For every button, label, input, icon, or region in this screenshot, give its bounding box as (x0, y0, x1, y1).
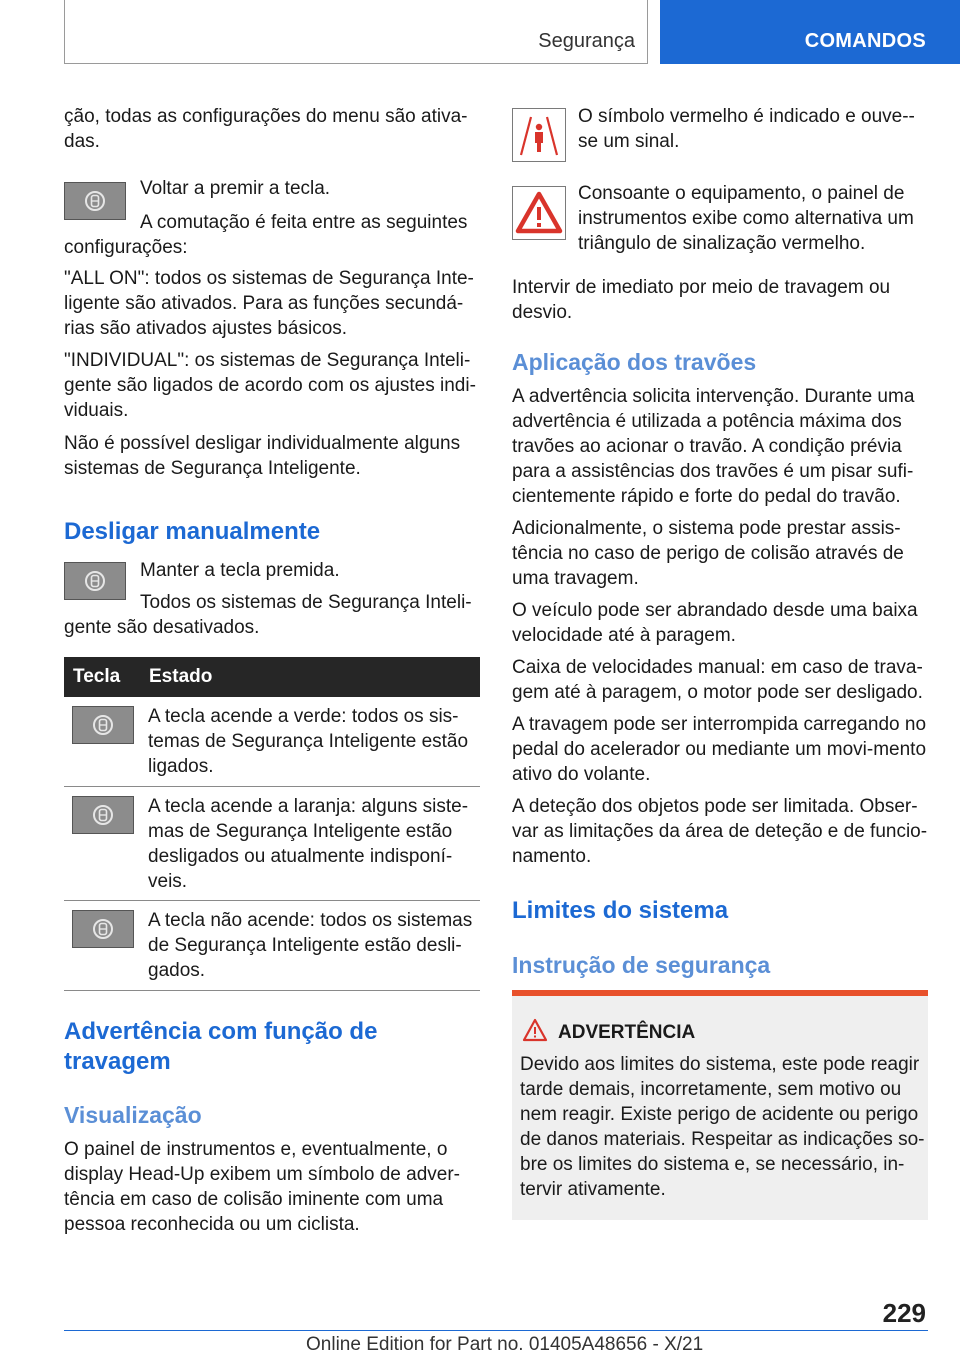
section-title: Segurança (538, 30, 635, 52)
individual-text: "INDIVIDUAL": os sistemas de Segurança Inteli-gente são ligados de acordo com os ajustes indi-viduais. (64, 350, 476, 421)
warning-triangle-small-icon (522, 1018, 548, 1042)
table-header (64, 657, 480, 697)
table-divider (64, 900, 480, 901)
warning-box (512, 990, 928, 1220)
all-on-text: "ALL ON": todos os sistemas de Segurança Inte-ligente são ativados. Para as funções secundá-rias são ativados ajustes básicos. (64, 268, 474, 339)
display-text: O painel de instrumentos e, eventualmente, o display Head-Up exibem um símbolo de adver-tência em caso de colisão iminente com uma pessoa reconhecida ou um ciclista. (64, 1139, 461, 1235)
chapter-title: COMANDOS (804, 30, 926, 52)
brakes-paragraph: A travagem pode ser interrompida carregando no pedal do acelerador ou mediante um movi-mento ativo do volante. (512, 714, 927, 785)
red-symbol-text: O símbolo vermelho é indicado e ouve--se um sinal. (578, 106, 915, 152)
key-orange-icon (72, 796, 134, 834)
all-off-text: Todos os sistemas de Segurança Inteli-gente são desativados. (64, 592, 472, 638)
brakes-paragraph: Caixa de velocidades manual: em caso de trava-gem até à paragem, o motor pode ser desligado. (512, 657, 923, 703)
brakes-heading: Aplicação dos travões (512, 349, 757, 375)
switch-text: A comutação é feita entre as seguintes configurações: (64, 212, 468, 258)
page-number: 229 (882, 1298, 926, 1328)
footer-divider (64, 1330, 928, 1331)
system-limits-heading: Limites do sistema (512, 897, 729, 924)
table-divider (64, 786, 480, 787)
safety-instruction-heading: Instrução de segurança (512, 952, 771, 978)
warning-text: Devido aos limites do sistema, este pode reagir tarde demais, incorretamente, sem motivo ou nem reagir. Existe perigo de acidente ou perigo de danos materiais. Respeitar as indicações so-bre os limites do sistema e, se necessário, in-tervir ativamente. (520, 1054, 925, 1200)
pedestrian-warning-icon (512, 108, 566, 162)
table-row: A tecla acende a verde: todos os sis-temas de Segurança Inteligente estão ligados. (148, 706, 469, 777)
warning-title: ADVERTÊNCIA (558, 1022, 696, 1043)
equipment-text: Consoante o equipamento, o painel de instrumentos exibe como alternativa um triângulo de sinalização vermelho. (578, 183, 914, 254)
table-col-state: Estado (149, 666, 213, 687)
table-col-key: Tecla (73, 666, 121, 687)
press-again-text: Voltar a premir a tecla. (140, 178, 331, 199)
brakes-paragraph: A advertência solicita intervenção. Durante uma advertência é utilizada a potência máxima dos travões ao acionar o travão. A condição prévia para a assistências dos travões é um pisar sufi-cientemente rápido e forte do pedal do travão. (512, 386, 915, 507)
footer-edition: Online Edition for Part no. 01405A48656 - X/21 (306, 1334, 704, 1355)
intro-text: ção, todas as configurações do menu são ativa-das. (64, 106, 468, 152)
brakes-text-group (512, 384, 932, 876)
not-possible-text: Não é possível desligar individualmente alguns sistemas de Segurança Inteligente. (64, 433, 461, 479)
key-off-icon (72, 910, 134, 948)
key-green-icon (72, 706, 134, 744)
display-heading: Visualização (64, 1102, 202, 1128)
header-section-tab (64, 0, 648, 64)
intervene-text: Intervir de imediato por meio de travagem ou desvio. (512, 277, 891, 323)
header-chapter-tab (660, 0, 960, 64)
brakes-paragraph: A deteção dos objetos pode ser limitada. Obser-var as limitações da área de deteção e de funcio-namento. (512, 796, 928, 867)
table-row: A tecla não acende: todos os sistemas de Segurança Inteligente estão desli-gados. (148, 910, 473, 981)
warning-triangle-icon (512, 186, 566, 240)
manual-off-heading: Desligar manualmente (64, 518, 321, 545)
brake-warning-heading: Advertência com função de travagem (64, 1018, 378, 1075)
table-divider (64, 990, 480, 991)
brakes-paragraph: Adicionalmente, o sistema pode prestar assis-tência no caso de perigo de colisão através de uma travagem. (512, 518, 904, 589)
brakes-paragraph: O veículo pode ser abrandado desde uma baixa velocidade até à paragem. (512, 600, 918, 646)
table-row: A tecla acende a laranja: alguns siste-mas de Segurança Inteligente estão desligados ou atualmente indisponí-veis. (148, 796, 469, 892)
hold-key-text: Manter a tecla premida. (140, 560, 340, 581)
